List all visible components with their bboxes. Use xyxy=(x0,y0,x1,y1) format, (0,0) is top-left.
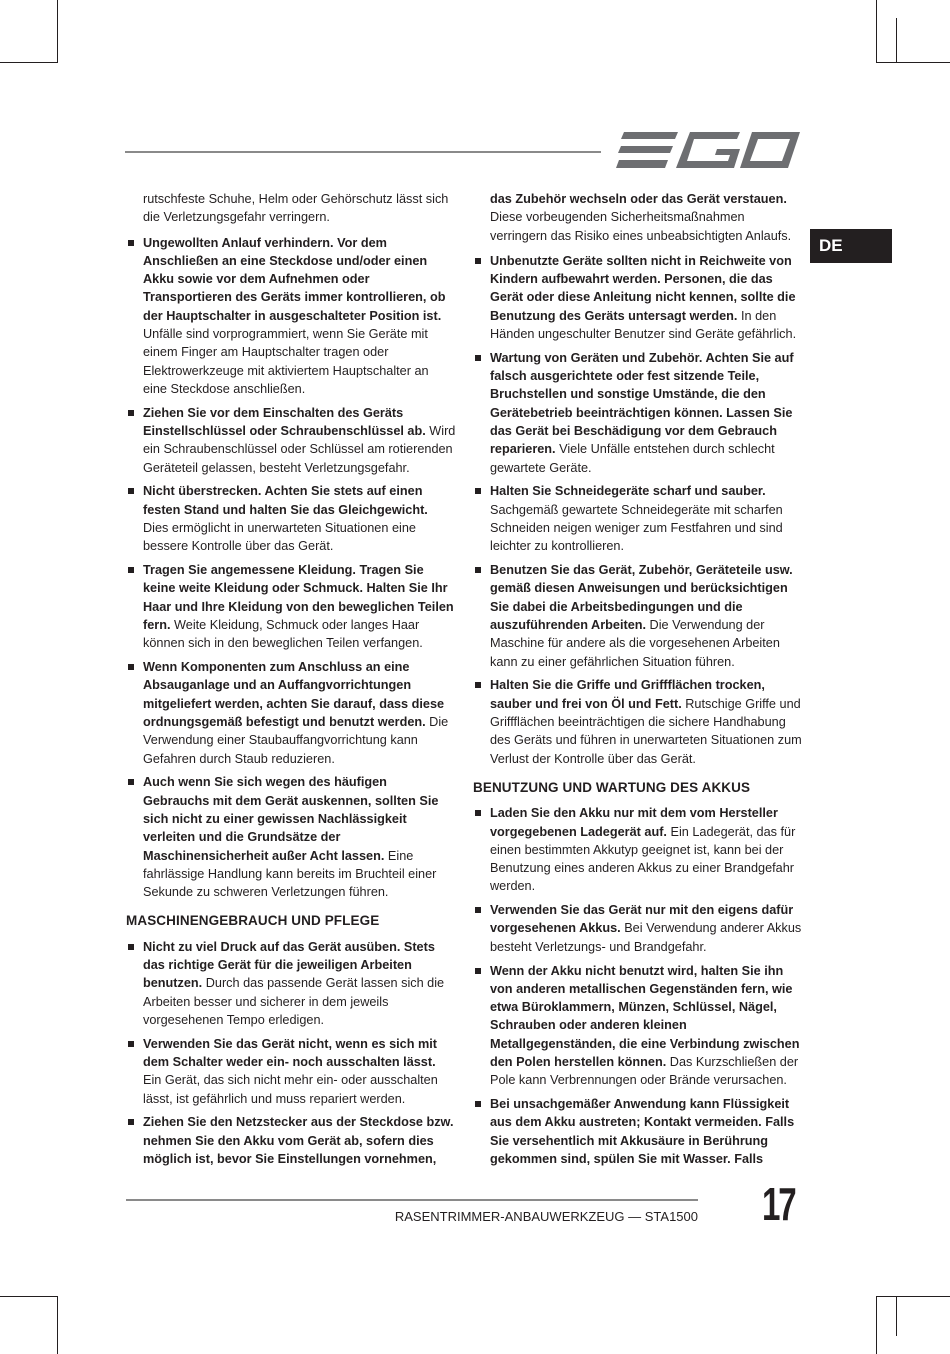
crop-mark xyxy=(896,18,897,62)
list-item: Verwenden Sie das Gerät nicht, wenn es sich mit dem Schalter weder ein- noch ausschalten lässt. Ein Gerät, das sich nicht mehr ein- oder ausschalten lässt, ist gefährlich und muss repariert werden. xyxy=(126,1035,456,1108)
bullet-icon xyxy=(128,488,134,494)
list-item: Ziehen Sie vor dem Einschalten des Geräts Einstellschlüssel oder Schraubenschlüssel ab. Wird ein Schraubenschlüssel oder Schlüssel am rotierenden Geräteteil gelassen, besteht Verletzungsgefahr. xyxy=(126,404,456,477)
left-list-b xyxy=(126,938,456,1169)
crop-mark xyxy=(876,0,877,62)
bullet-icon xyxy=(128,240,134,246)
list-item: Halten Sie Schneidegeräte scharf und sauber. Sachgemäß gewartete Schneidegeräte mit scharfen Schneiden neigen weniger zum Festfahren und sind leichter zu kontrollieren. xyxy=(473,482,803,555)
right-intro: das Zubehör wechseln oder das Gerät verstauen. Diese vorbeugenden Sicherheitsmaßnahmen verringern das Risiko eines unbeabsichtigten Anlaufs. xyxy=(490,192,792,243)
list-item: Auch wenn Sie sich wegen des häufigen Gebrauchs mit dem Gerät auskennen, sollten Sie sich nicht zu einer gewissen Nachlässigkeit verleiten und die Grundsätze der Maschinensicherheit außer Acht lassen. Eine fahrlässige Handlung kann bereits im Bruchteil einer Sekunde zu schweren Verletzungen führen. xyxy=(126,773,456,901)
list-item: Halten Sie die Griffe und Griffflächen trocken, sauber und frei von Öl und Fett. Rutschige Griffe und Griffflächen beeinträchtigen die sichere Handhabung des Geräts und führen in unerwarteten Situationen zum Verlust der Kontrolle über das Gerät. xyxy=(473,676,803,767)
bullet-icon xyxy=(475,682,481,688)
bullet-icon xyxy=(128,944,134,950)
bullet-icon xyxy=(475,968,481,974)
section-heading: BENUTZUNG UND WARTUNG DES AKKUS xyxy=(473,779,751,795)
right-column xyxy=(473,190,803,1174)
bullet-icon xyxy=(475,567,481,573)
bullet-icon xyxy=(128,1119,134,1125)
list-item: Ziehen Sie den Netzstecker aus der Steckdose bzw. nehmen Sie den Akku vom Gerät ab, sofern dies möglich ist, bevor Sie Einstellungen vornehmen, xyxy=(126,1113,456,1168)
language-tab: DE xyxy=(810,229,892,263)
page-number: 17 xyxy=(762,1178,795,1230)
crop-mark xyxy=(896,1296,897,1336)
crop-mark xyxy=(876,1296,877,1354)
left-column xyxy=(126,190,456,1174)
list-item: Nicht überstrecken. Achten Sie stets auf einen festen Stand und halten Sie das Gleichgewicht. Dies ermöglicht in unerwarteten Situationen eine bessere Kontrolle über das Gerät. xyxy=(126,482,456,555)
left-intro: rutschfeste Schuhe, Helm oder Gehörschutz lässt sich die Verletzungsgefahr verringern. xyxy=(143,192,449,225)
bullet-icon xyxy=(475,1101,481,1107)
crop-mark xyxy=(876,1296,950,1297)
bullet-icon xyxy=(475,488,481,494)
header-rule xyxy=(125,151,601,153)
bullet-icon xyxy=(128,1041,134,1047)
footer-rule xyxy=(126,1199,698,1201)
crop-mark xyxy=(876,62,950,63)
bullet-icon xyxy=(128,664,134,670)
list-item: Wenn der Akku nicht benutzt wird, halten Sie ihn von anderen metallischen Gegenständen fern, wie etwa Büroklammern, Münzen, Schlüssel, Nägel, Schrauben oder anderen kleinen Metallgegenständen, die eine Verbindung zwischen den Polen herstellen können. Das Kurzschließen der Pole kann Verbrennungen oder Brände verursachen. xyxy=(473,962,803,1090)
list-item: Bei unsachgemäßer Anwendung kann Flüssigkeit aus dem Akku austreten; Kontakt vermeiden. Falls Sie versehentlich mit Akkusäure in Berührung gekommen sind, spülen Sie mit Wasser. Falls xyxy=(473,1095,803,1168)
list-item: Ungewollten Anlauf verhindern. Vor dem Anschließen an eine Steckdose und/oder einen Akku sowie vor dem Aufnehmen oder Transportieren des Geräts immer kontrollieren, ob der Hauptschalter in ausgeschalteter Position ist. Unfälle sind vorprogrammiert, wenn Sie Geräte mit einem Finger am Hauptschalter tragen oder Elektrowerkzeuge mit aktiviertem Hauptschalter an eine Steckdose anschließen. xyxy=(126,234,456,399)
bullet-icon xyxy=(475,258,481,264)
crop-mark xyxy=(57,0,58,62)
list-item: Wartung von Geräten und Zubehör. Achten Sie auf falsch ausgerichtete oder fest sitzende Teile, Bruchstellen und sonstige Umstände, die den Gerätebetrieb beeinträchtigen können. Lassen Sie das Gerät bei Beschädigung vor dem Gebrauch reparieren. Viele Unfälle entstehen durch schlecht gewartete Geräte. xyxy=(473,349,803,477)
bullet-icon xyxy=(128,779,134,785)
list-item: Verwenden Sie das Gerät nur mit den eigens dafür vorgesehenen Akkus. Bei Verwendung anderer Akkus besteht Verletzungs- und Brandgefahr. xyxy=(473,901,803,956)
list-item: Unbenutzte Geräte sollten nicht in Reichweite von Kindern aufbewahrt werden. Personen, die das Gerät oder diese Anleitung nicht kennen, sollte die Benutzung des Geräts untersagt werden. In den Händen ungeschulter Benutzer sind Geräte gefährlich. xyxy=(473,252,803,343)
right-list-b xyxy=(473,804,803,1168)
ego-logo xyxy=(616,128,800,172)
list-item: Wenn Komponenten zum Anschluss an eine Absauganlage und an Auffangvorrichtungen mitgeliefert werden, achten Sie darauf, dass diese ordnungsgemäß befestigt und benutzt werden. Die Verwendung einer Staubauffangvorrichtung kann Gefahren durch Staub reduzieren. xyxy=(126,658,456,768)
section-heading: MASCHINENGEBRAUCH UND PFLEGE xyxy=(126,913,380,929)
left-list-a xyxy=(126,234,456,902)
bullet-icon xyxy=(475,810,481,816)
list-item: Laden Sie den Akku nur mit dem vom Hersteller vorgegebenen Ladegerät auf. Ein Ladegerät, das für einen bestimmten Akkutyp geeignet ist, kann bei der Benutzung eines anderen Akkus zu einer Brandgefahr werden. xyxy=(473,804,803,895)
crop-mark xyxy=(57,1296,58,1354)
right-list-a xyxy=(473,252,803,768)
bullet-icon xyxy=(128,567,134,573)
bullet-icon xyxy=(475,907,481,913)
bullet-icon xyxy=(128,410,134,416)
list-item: Nicht zu viel Druck auf das Gerät ausüben. Stets das richtige Gerät für die jeweiligen Arbeiten benutzen. Durch das passende Gerät lassen sich die Arbeiten besser und sicherer in dem jeweils vorgesehenen Tempo erledigen. xyxy=(126,938,456,1029)
crop-mark xyxy=(0,1296,58,1297)
crop-mark xyxy=(0,62,58,63)
bullet-icon xyxy=(475,355,481,361)
list-item: Tragen Sie angemessene Kleidung. Tragen Sie keine weite Kleidung oder Schmuck. Halten Sie Ihr Haar und Ihre Kleidung von den beweglichen Teilen fern. Weite Kleidung, Schmuck oder langes Haar können sich in den beweglichen Teilen verfangen. xyxy=(126,561,456,652)
footer-title: RASENTRIMMER-ANBAUWERKZEUG — STA1500 xyxy=(394,1209,698,1224)
list-item: Benutzen Sie das Gerät, Zubehör, Geräteteile usw. gemäß diesen Anweisungen und berücksichtigen Sie dabei die Arbeitsbedingungen und die auszuführenden Arbeiten. Die Verwendung der Maschine für andere als die vorgesehenen Arbeiten kann zu einer gefährlichen Situation führen. xyxy=(473,561,803,671)
